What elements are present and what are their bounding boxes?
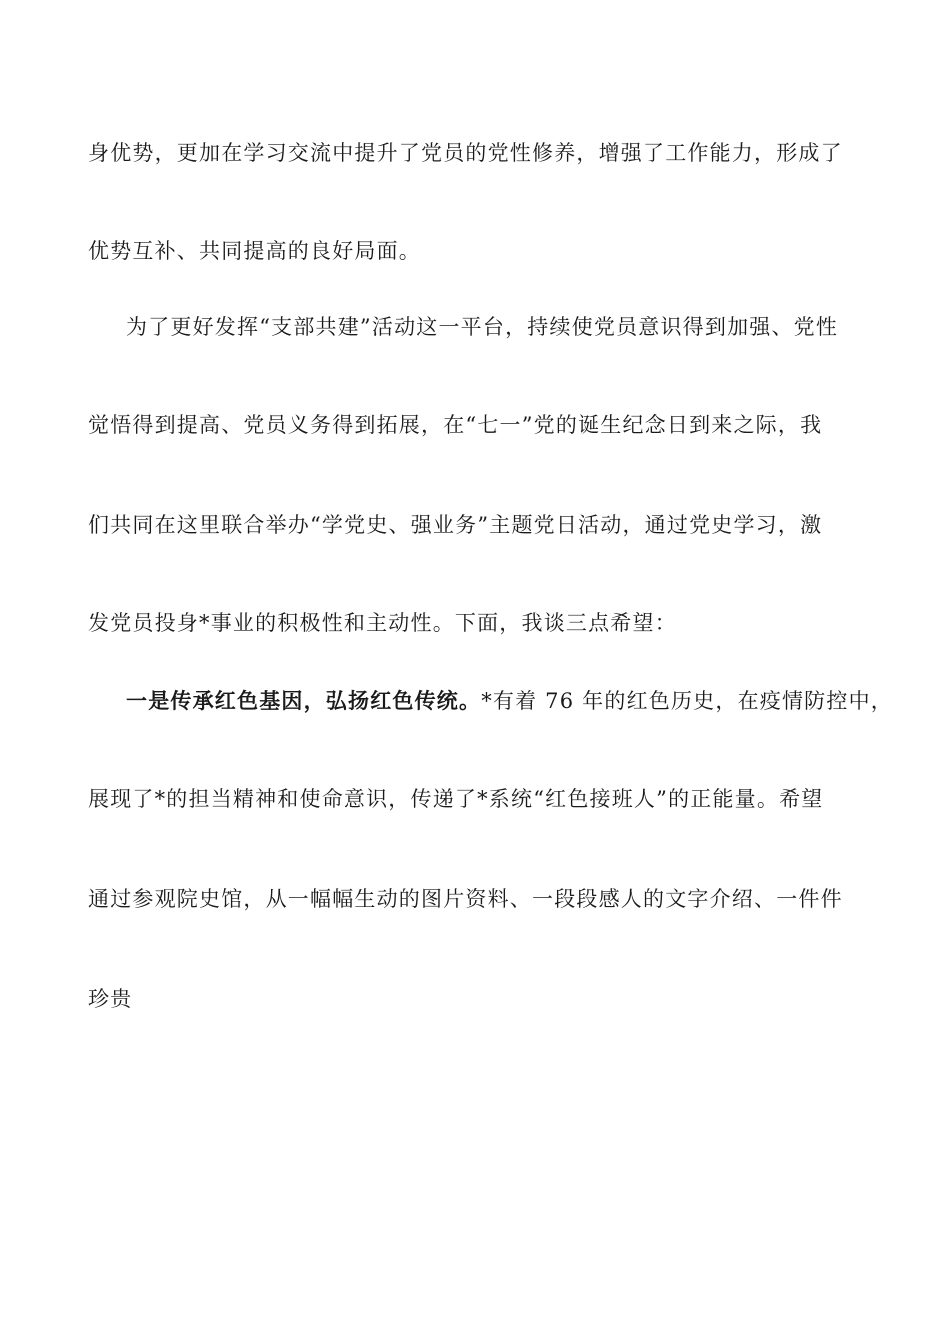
- paragraph-line: 觉悟得到提高、党员义务得到拓展，在“七一”党的诞生纪念日到来之际，我: [88, 413, 823, 437]
- paragraph-line: 通过参观院史馆，从一幅幅生动的图片资料、一段段感人的文字介绍、一件件: [88, 887, 843, 911]
- emphasis-heading: 一是传承红色基因，弘扬红色传统。: [126, 688, 482, 713]
- paragraph-line: 优势互补、共同提高的良好局面。: [88, 239, 421, 263]
- paragraph-text: *有着 76 年的红色历史，在疫情防控中，: [481, 689, 893, 713]
- paragraph-line: 身优势，更加在学习交流中提升了党员的党性修养，增强了工作能力，形成了: [88, 141, 843, 165]
- paragraph-line: 发党员投身*事业的积极性和主动性。下面，我谈三点希望：: [88, 611, 677, 635]
- paragraph-line: 珍贵: [88, 987, 133, 1011]
- paragraph-line: 们共同在这里联合举办“学党史、强业务”主题党日活动，通过党史学习，激: [88, 513, 823, 537]
- paragraph-line: 展现了*的担当精神和使命意识，传递了*系统“红色接班人”的正能量。希望: [88, 787, 824, 811]
- paragraph-line: 为了更好发挥“支部共建”活动这一平台，持续使党员意识得到加强、党性: [126, 315, 839, 339]
- paragraph-line: [126, 686, 893, 716]
